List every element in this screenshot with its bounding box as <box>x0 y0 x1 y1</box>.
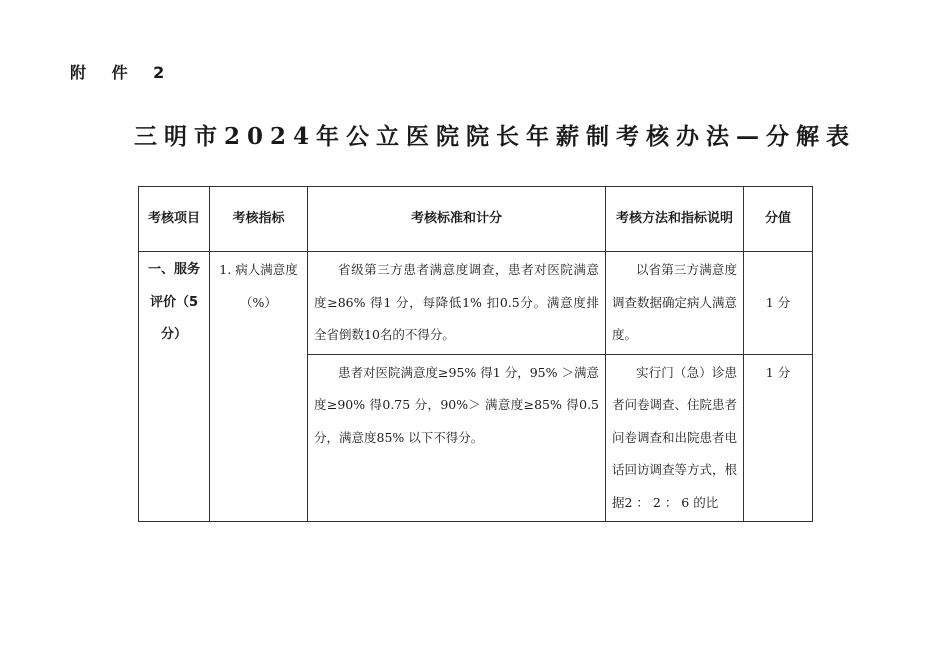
header-indicator: 考核指标 <box>210 187 308 252</box>
header-item: 考核项目 <box>139 187 210 252</box>
method-cell: 实行门（急）诊患者问卷调查、住院患者问卷调查和出院患者电话回访调查等方式，根据2 ： 2 ： 6 的比 <box>606 354 744 522</box>
attachment-label: 附 件 2 <box>70 63 175 82</box>
assessment-table <box>138 186 813 522</box>
table-header-row <box>139 187 813 252</box>
header-score: 分值 <box>744 187 813 252</box>
standard-cell: 省级第三方患者满意度调查，患者对医院满意度≥86% 得1 分，每降低1% 扣0.5分。满意度排全省倒数10名的不得分。 <box>308 252 606 355</box>
table-row <box>139 252 813 355</box>
score-cell: 1 分 <box>744 252 813 355</box>
indicator-cell: 1. 病人满意度（%） <box>210 252 308 522</box>
header-method: 考核方法和指标说明 <box>606 187 744 252</box>
category-cell: 一、服务评价（5分） <box>139 252 210 522</box>
header-standard: 考核标准和计分 <box>308 187 606 252</box>
document-title: 三明市2024年公立医院院长年薪制考核办法—分解表 <box>133 123 856 150</box>
method-cell: 以省第三方满意度调查数据确定病人满意度。 <box>606 252 744 355</box>
score-cell: 1 分 <box>744 354 813 522</box>
standard-cell: 患者对医院满意度≥95% 得1 分，95% ＞满意度≥90% 得0.75 分，90%＞ 满意度≥85% 得0.5分，满意度85% 以下不得分。 <box>308 354 606 522</box>
